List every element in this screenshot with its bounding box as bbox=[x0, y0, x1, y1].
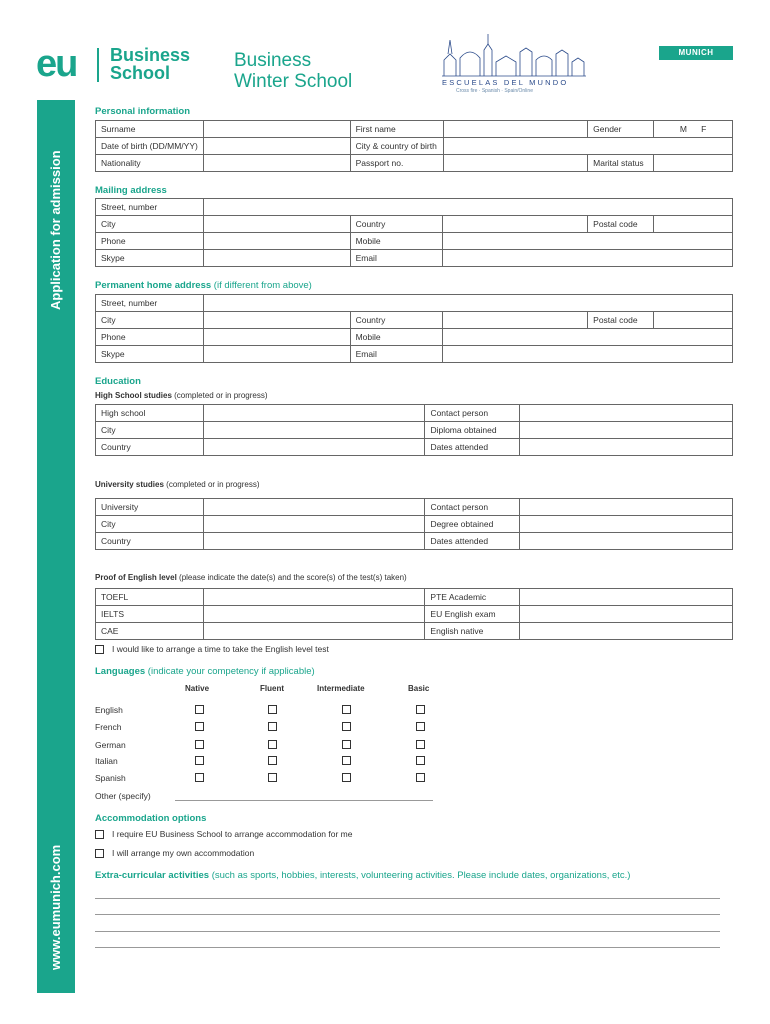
eu-exam-field[interactable] bbox=[520, 606, 733, 623]
uni-country-field[interactable] bbox=[203, 533, 425, 550]
permanent-postal-field[interactable] bbox=[654, 312, 733, 329]
mailing-skype-label: Skype bbox=[96, 250, 204, 267]
accommodation-own-label: I will arrange my own accommodation bbox=[112, 848, 255, 858]
logo-wordmark bbox=[110, 46, 190, 82]
italian-intermediate-checkbox[interactable] bbox=[342, 756, 351, 765]
mailing-phone-field[interactable] bbox=[203, 233, 350, 250]
permanent-city-field[interactable] bbox=[203, 312, 350, 329]
dob-label: Date of birth (DD/MM/YY) bbox=[96, 138, 204, 155]
surname-label: Surname bbox=[96, 121, 204, 138]
high-school-label: High school bbox=[96, 405, 204, 422]
permanent-skype-label: Skype bbox=[96, 346, 204, 363]
extracurricular-line-2[interactable] bbox=[95, 914, 720, 915]
hs-city-field[interactable] bbox=[203, 422, 425, 439]
mailing-street-label: Street, number bbox=[96, 199, 204, 216]
french-fluent-checkbox[interactable] bbox=[268, 722, 277, 731]
hs-diploma-field[interactable] bbox=[520, 422, 733, 439]
hs-country-label: Country bbox=[96, 439, 204, 456]
language-english-label: English bbox=[95, 705, 123, 715]
university-title: University studies bbox=[95, 480, 164, 489]
uni-degree-field[interactable] bbox=[520, 516, 733, 533]
high-school-field[interactable] bbox=[203, 405, 425, 422]
permanent-street-label: Street, number bbox=[96, 295, 204, 312]
english-native-label: English native bbox=[425, 623, 520, 640]
university-field[interactable] bbox=[203, 499, 425, 516]
spanish-basic-checkbox[interactable] bbox=[416, 773, 425, 782]
marital-status-field[interactable] bbox=[654, 155, 733, 172]
accommodation-arrange-label: I require EU Business School to arrange accommodation for me bbox=[112, 829, 353, 839]
uni-contact-label: Contact person bbox=[425, 499, 520, 516]
permanent-skype-field[interactable] bbox=[203, 346, 350, 363]
mailing-city-label: City bbox=[96, 216, 204, 233]
university-note: (completed or in progress) bbox=[166, 480, 260, 489]
gender-field[interactable] bbox=[654, 121, 733, 138]
arrange-test-checkbox[interactable] bbox=[95, 645, 104, 654]
english-proof-title: Proof of English level bbox=[95, 573, 177, 582]
extracurricular-line-1[interactable] bbox=[95, 898, 720, 899]
first-name-label: First name bbox=[350, 121, 443, 138]
permanent-address-note: (if different from above) bbox=[213, 280, 312, 291]
permanent-city-label: City bbox=[96, 312, 204, 329]
nationality-label: Nationality bbox=[96, 155, 204, 172]
high-school-note: (completed or in progress) bbox=[174, 391, 268, 400]
hs-city-label: City bbox=[96, 422, 204, 439]
other-language-line[interactable] bbox=[175, 800, 433, 801]
university-label: University bbox=[96, 499, 204, 516]
permanent-address-table bbox=[95, 294, 733, 363]
university-table bbox=[95, 498, 733, 550]
passport-field[interactable] bbox=[443, 155, 588, 172]
hs-contact-field[interactable] bbox=[520, 405, 733, 422]
extracurricular-line-4[interactable] bbox=[95, 947, 720, 948]
permanent-street-field[interactable] bbox=[203, 295, 732, 312]
high-school-subheading bbox=[95, 391, 268, 400]
university-subheading bbox=[95, 480, 260, 489]
hs-dates-label: Dates attended bbox=[425, 439, 520, 456]
language-other-label: Other (specify) bbox=[95, 791, 151, 801]
uni-city-label: City bbox=[96, 516, 204, 533]
italian-fluent-checkbox[interactable] bbox=[268, 756, 277, 765]
arrange-test-label: I would like to arrange a time to take the English level test bbox=[112, 644, 329, 654]
ielts-label: IELTS bbox=[96, 606, 204, 623]
cae-field[interactable] bbox=[203, 623, 425, 640]
passport-label: Passport no. bbox=[350, 155, 443, 172]
permanent-country-label: Country bbox=[350, 312, 443, 329]
language-spanish-label: Spanish bbox=[95, 773, 126, 783]
accommodation-option-own[interactable] bbox=[95, 848, 254, 858]
level-fluent-header: Fluent bbox=[260, 684, 284, 693]
english-native-field[interactable] bbox=[520, 623, 733, 640]
permanent-address-heading bbox=[95, 280, 312, 291]
uni-contact-field[interactable] bbox=[520, 499, 733, 516]
accommodation-heading: Accommodation options bbox=[95, 813, 207, 824]
french-basic-checkbox[interactable] bbox=[416, 722, 425, 731]
languages-heading bbox=[95, 666, 315, 677]
languages-title: Languages bbox=[95, 666, 146, 677]
education-heading: Education bbox=[95, 376, 141, 387]
german-native-checkbox[interactable] bbox=[195, 740, 204, 749]
mailing-address-heading: Mailing address bbox=[95, 185, 167, 196]
personal-info-heading: Personal information bbox=[95, 106, 191, 117]
english-proof-note: (please indicate the date(s) and the score(s) of the test(s) taken) bbox=[179, 573, 407, 582]
application-for-admission-label: Application for admission bbox=[48, 150, 63, 310]
sidebar-band bbox=[37, 100, 75, 993]
mailing-postal-field[interactable] bbox=[654, 216, 733, 233]
german-fluent-checkbox[interactable] bbox=[268, 740, 277, 749]
gender-f[interactable]: F bbox=[701, 124, 707, 134]
hs-dates-field[interactable] bbox=[520, 439, 733, 456]
level-intermediate-header: Intermediate bbox=[317, 684, 365, 693]
italian-basic-checkbox[interactable] bbox=[416, 756, 425, 765]
italian-native-checkbox[interactable] bbox=[195, 756, 204, 765]
english-proof-subheading bbox=[95, 573, 407, 582]
cae-label: CAE bbox=[96, 623, 204, 640]
permanent-mobile-field[interactable] bbox=[443, 329, 733, 346]
german-basic-checkbox[interactable] bbox=[416, 740, 425, 749]
surname-field[interactable] bbox=[203, 121, 350, 138]
uni-city-field[interactable] bbox=[203, 516, 425, 533]
logo-mark: eu bbox=[36, 43, 77, 85]
mailing-country-label: Country bbox=[350, 216, 443, 233]
permanent-country-field[interactable] bbox=[443, 312, 588, 329]
accommodation-arrange-checkbox[interactable] bbox=[95, 830, 104, 839]
logo-divider bbox=[97, 48, 99, 82]
french-intermediate-checkbox[interactable] bbox=[342, 722, 351, 731]
languages-note: (indicate your competency if applicable) bbox=[147, 666, 315, 677]
website-url: www.eumunich.com bbox=[48, 844, 63, 970]
page-title bbox=[234, 50, 352, 92]
birth-place-field[interactable] bbox=[443, 138, 732, 155]
english-native-checkbox[interactable] bbox=[195, 705, 204, 714]
hs-country-field[interactable] bbox=[203, 439, 425, 456]
city-skyline-icon bbox=[440, 30, 588, 78]
birth-place-label: City & country of birth bbox=[350, 138, 443, 155]
uni-dates-field[interactable] bbox=[520, 533, 733, 550]
mailing-address-table bbox=[95, 198, 733, 267]
gender-m[interactable]: M bbox=[679, 124, 687, 134]
nationality-field[interactable] bbox=[203, 155, 350, 172]
mailing-mobile-label: Mobile bbox=[350, 233, 443, 250]
spanish-fluent-checkbox[interactable] bbox=[268, 773, 277, 782]
ielts-field[interactable] bbox=[203, 606, 425, 623]
partner-tagline: Cross fire · Spanish · Spain/Online bbox=[456, 88, 533, 94]
mailing-country-field[interactable] bbox=[443, 216, 588, 233]
hs-contact-label: Contact person bbox=[425, 405, 520, 422]
mailing-street-field[interactable] bbox=[203, 199, 732, 216]
english-proof-table bbox=[95, 588, 733, 640]
mailing-phone-label: Phone bbox=[96, 233, 204, 250]
partner-name: ESCUELAS DEL MUNDO bbox=[442, 78, 569, 87]
permanent-postal-label: Postal code bbox=[588, 312, 654, 329]
english-basic-checkbox[interactable] bbox=[416, 705, 425, 714]
mailing-skype-field[interactable] bbox=[203, 250, 350, 267]
uni-country-label: Country bbox=[96, 533, 204, 550]
campus-badge: MUNICH bbox=[659, 46, 733, 60]
german-intermediate-checkbox[interactable] bbox=[342, 740, 351, 749]
accommodation-option-arrange[interactable] bbox=[95, 829, 352, 839]
first-name-field[interactable] bbox=[443, 121, 588, 138]
mailing-email-label: Email bbox=[350, 250, 443, 267]
accommodation-own-checkbox[interactable] bbox=[95, 849, 104, 858]
permanent-phone-label: Phone bbox=[96, 329, 204, 346]
arrange-test-option[interactable] bbox=[95, 644, 329, 654]
mailing-mobile-field[interactable] bbox=[443, 233, 733, 250]
language-french-label: French bbox=[95, 722, 122, 732]
uni-dates-label: Dates attended bbox=[425, 533, 520, 550]
uni-degree-label: Degree obtained bbox=[425, 516, 520, 533]
mailing-city-field[interactable] bbox=[203, 216, 350, 233]
toefl-field[interactable] bbox=[203, 589, 425, 606]
permanent-phone-field[interactable] bbox=[203, 329, 350, 346]
english-intermediate-checkbox[interactable] bbox=[342, 705, 351, 714]
language-german-label: German bbox=[95, 740, 126, 750]
spanish-native-checkbox[interactable] bbox=[195, 773, 204, 782]
high-school-title: High School studies bbox=[95, 391, 172, 400]
hs-diploma-label: Diploma obtained bbox=[425, 422, 520, 439]
extracurricular-note: (such as sports, hobbies, interests, volunteering activities. Please include dates, organizations, etc.) bbox=[211, 870, 631, 881]
french-native-checkbox[interactable] bbox=[195, 722, 204, 731]
marital-status-label: Marital status bbox=[588, 155, 654, 172]
eu-exam-label: EU English exam bbox=[425, 606, 520, 623]
level-native-header: Native bbox=[185, 684, 210, 693]
pte-field[interactable] bbox=[520, 589, 733, 606]
dob-field[interactable] bbox=[203, 138, 350, 155]
spanish-intermediate-checkbox[interactable] bbox=[342, 773, 351, 782]
logo-line-2: School bbox=[110, 63, 171, 83]
english-fluent-checkbox[interactable] bbox=[268, 705, 277, 714]
language-italian-label: Italian bbox=[95, 756, 118, 766]
escuelas-del-mundo-logo bbox=[440, 30, 588, 98]
level-basic-header: Basic bbox=[408, 684, 430, 693]
personal-info-table bbox=[95, 120, 733, 172]
title-line-1: Business bbox=[234, 50, 312, 71]
permanent-email-label: Email bbox=[350, 346, 443, 363]
extracurricular-line-3[interactable] bbox=[95, 931, 720, 932]
toefl-label: TOEFL bbox=[96, 589, 204, 606]
mailing-email-field[interactable] bbox=[443, 250, 733, 267]
high-school-table bbox=[95, 404, 733, 456]
mailing-postal-label: Postal code bbox=[588, 216, 654, 233]
extracurricular-title: Extra-curricular activities bbox=[95, 870, 210, 881]
gender-label: Gender bbox=[588, 121, 654, 138]
permanent-email-field[interactable] bbox=[443, 346, 733, 363]
logo-line-1: Business bbox=[110, 45, 191, 65]
permanent-address-title: Permanent home address bbox=[95, 280, 212, 291]
pte-label: PTE Academic bbox=[425, 589, 520, 606]
title-line-2: Winter School bbox=[234, 71, 353, 92]
permanent-mobile-label: Mobile bbox=[350, 329, 443, 346]
extracurricular-heading bbox=[95, 870, 630, 881]
